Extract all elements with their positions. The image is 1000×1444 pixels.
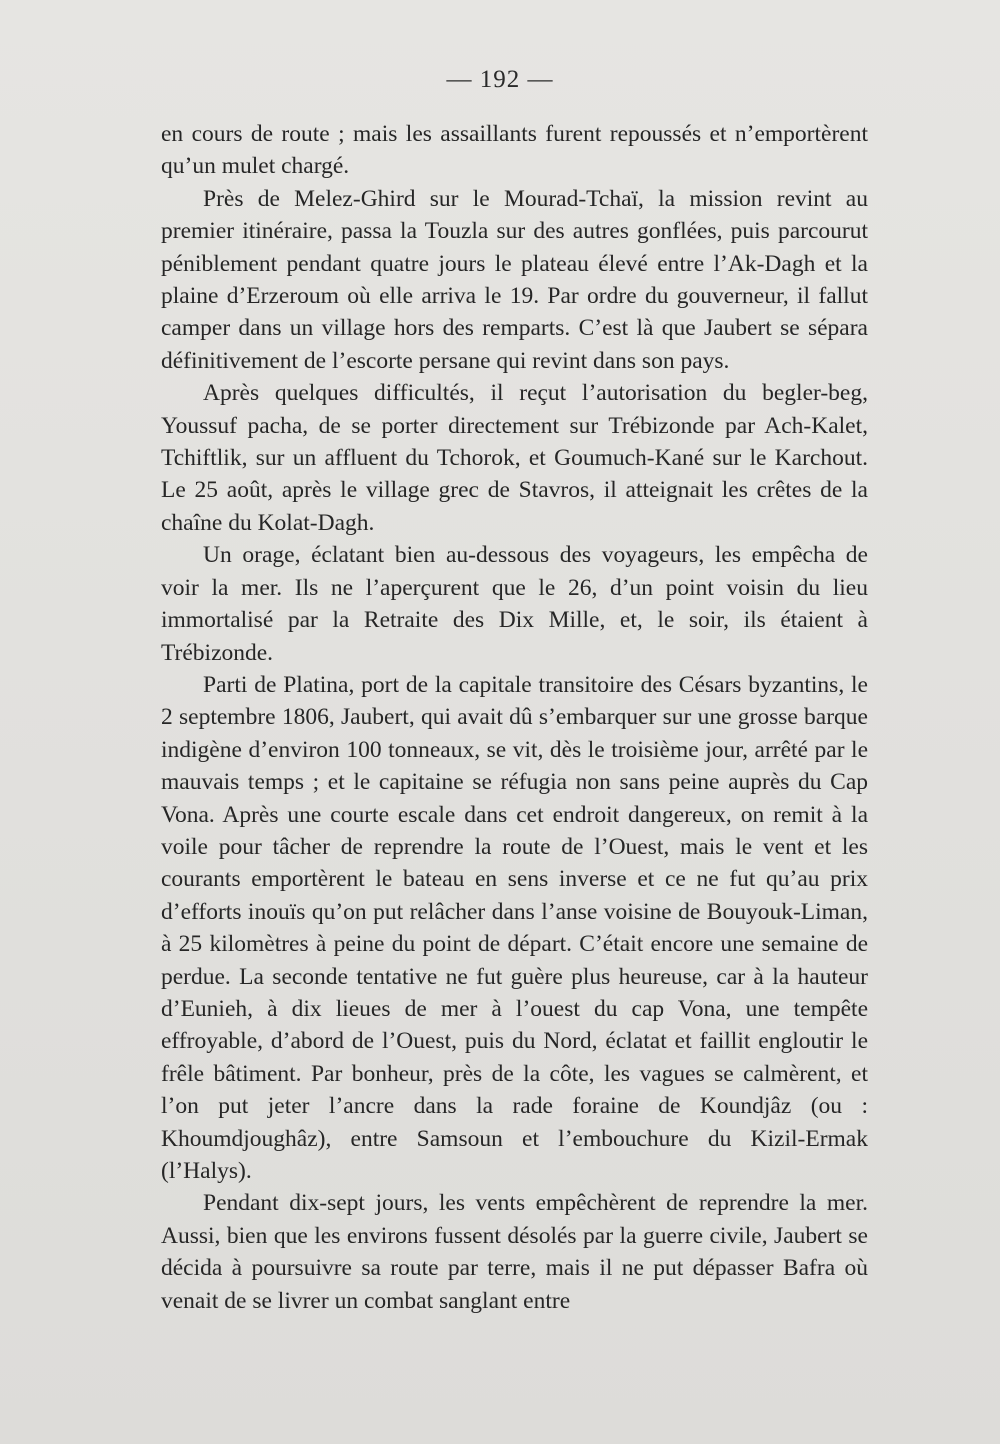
body-text	[161, 118, 868, 1317]
paragraph-2: Près de Melez-Ghird sur le Mourad-Tchaï, la mission revint au premier itinéraire, passa la Touzla sur des autres gonflées, puis parcourut péniblement pendant quatre jours le plateau élevé entre l’Ak-Dagh et la plaine d’Erzeroum où elle arriva le 19. Par ordre du gouverneur, il fallut camper dans un village hors des remparts. C’est là que Jaubert se sépara définitivement de l’escorte persane qui revint dans son pays.	[161, 185, 868, 374]
paragraph-4: Un orage, éclatant bien au-dessous des voyageurs, les empêcha de voir la mer. Ils ne l’aperçurent que le 26, d’un point voisin du lieu immortalisé par la Retraite des Dix Mille, et, le soir, ils étaient à Trébizonde.	[161, 542, 868, 666]
paragraph-6: Pendant dix-sept jours, les vents empêchèrent de reprendre la mer. Aussi, bien que les environs fussent désolés par la guerre civile, Jaubert se décida à poursuivre sa route par terre, mais il ne put dépasser Bafra où venait de se livrer un combat sanglant entre	[161, 1190, 868, 1314]
paragraph-5: Parti de Platina, port de la capitale transitoire des Césars byzantins, le 2 septembre 1806, Jaubert, qui avait dû s’embarquer sur une grosse barque indigène d’environ 100 tonneaux, se vit, dès le troisième jour, arrêté par le mauvais temps ; et le capitaine se réfugia non sans peine auprès du Cap Vona. Après une courte escale dans cet endroit dangereux, on remit à la voile pour tâcher de reprendre la route de l’Ouest, mais le vent et les courants emportèrent le bateau en sens inverse et ce ne fut qu’au prix d’efforts inouïs qu’on put relâcher dans l’anse voisine de Bouyouk-Liman, à 25 kilomètres à peine du point de départ. C’était encore une semaine de perdue. La seconde tentative ne fut guère plus heureuse, car à la hauteur d’Eunieh, à dix lieues de mer à l’ouest du cap Vona, une tempête effroyable, d’abord de l’Ouest, puis du Nord, éclatat et faillit engloutir le frêle bâtiment. Par bonheur, près de la côte, les vagues se calmèrent, et l’on put jeter l’ancre dans la rade foraine de Koundjâz (ou : Khoumdjoughâz), entre Samsoun et l’embouchure du Kizil-Ermak (l’Halys).	[161, 671, 868, 1184]
paragraph-1: en cours de route ; mais les assaillants furent repoussés et n’emportèrent qu’un mulet chargé.	[161, 121, 868, 180]
page-number: — 192 —	[446, 66, 554, 93]
paragraph-3: Après quelques difficultés, il reçut l’autorisation du begler-beg, Youssuf pacha, de se porter directement sur Trébizonde par Ach-Kalet, Tchiftlik, sur un affluent du Tchorok, et Goumuch-Kané sur le Karchout. Le 25 août, après le village grec de Stavros, il atteignait les crêtes de la chaîne du Kolat-Dagh.	[161, 380, 868, 536]
